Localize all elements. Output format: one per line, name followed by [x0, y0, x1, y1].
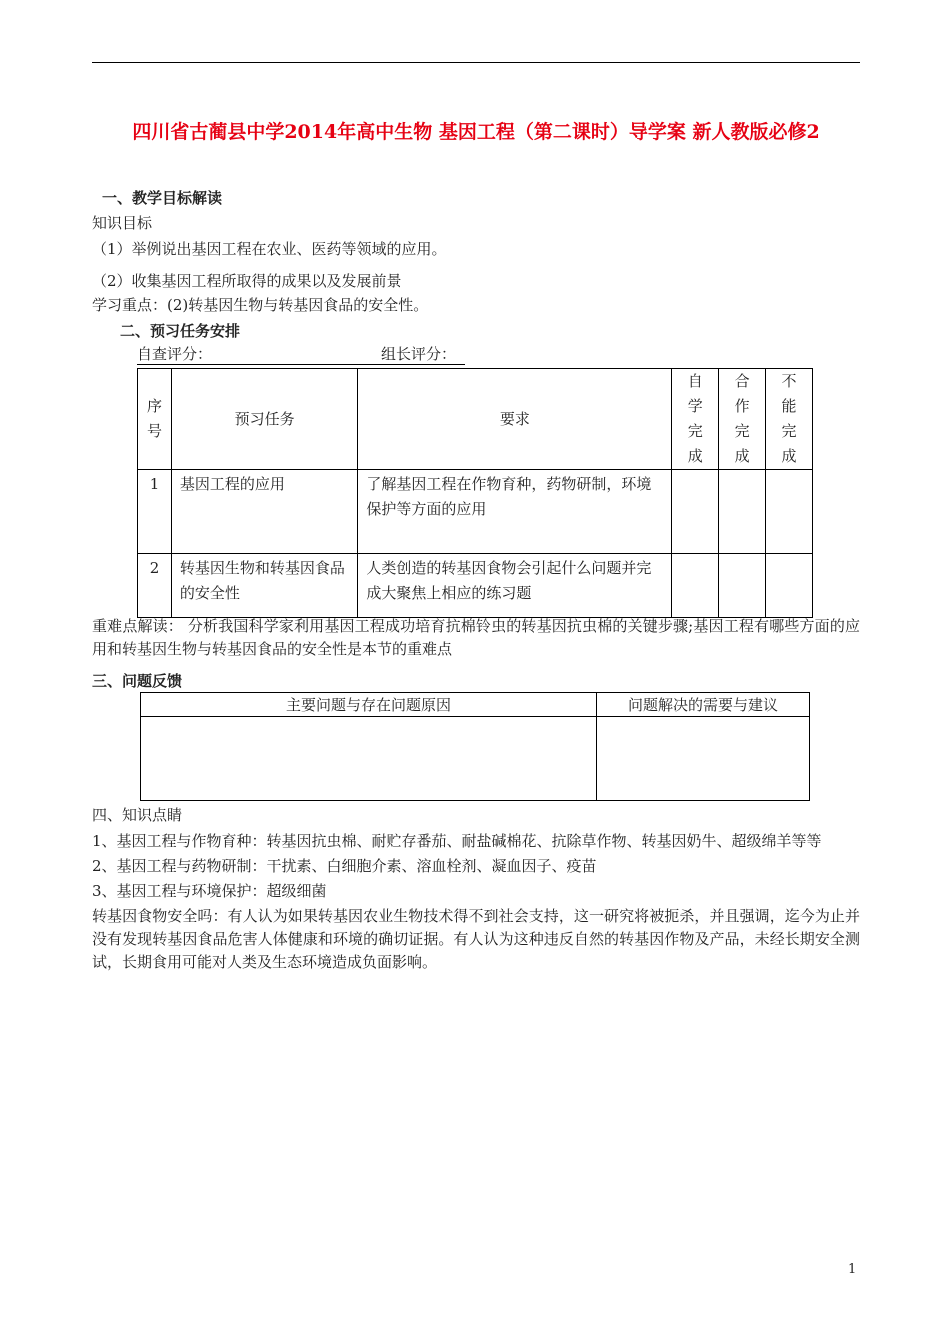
section3-heading: 三、问题反馈 — [92, 672, 183, 690]
row-unable-cell[interactable] — [766, 470, 813, 554]
row-no: 1 — [138, 470, 172, 554]
table-row — [138, 470, 813, 554]
knowledge-point-2: 2、基因工程与药物研制：干扰素、白细胞介素、溶血栓剂、凝血因子、疫苗 — [92, 857, 597, 875]
difficulty-analysis: 重难点解读： 分析我国科学家利用基因工程成功培育抗棉铃虫的转基因抗虫棉的关键步骤;基因工程有哪些方面的应用和转基因生物与转基因食品的安全性是本节的重难点 — [92, 617, 860, 658]
knowledge-point-1: 1、基因工程与作物育种：转基因抗虫棉、耐贮存番茄、耐盐碱棉花、抗除草作物、转基因奶牛、超级绵羊等等 — [92, 832, 822, 850]
goal-item-1: （1）举例说出基因工程在农业、医药等领域的应用。 — [92, 240, 447, 258]
learning-focus: 学习重点：(2)转基因生物与转基因食品的安全性。 — [92, 296, 429, 314]
group-eval-label: 组长评分： — [381, 345, 457, 363]
page-number: 1 — [848, 1262, 857, 1277]
feedback-problems-cell[interactable] — [141, 717, 597, 801]
gm-food-safety-paragraph: 转基因食物安全吗：有人认为如果转基因农业生物技术得不到社会支持，这一研究将被扼杀，并且强调，迄今为止并没有发现转基因食品危害人体健康和环境的确切证据。有人认为这种违反自然的转基因作物及产品，未经长期安全测试，长期食用可能对人类及生态环境造成负面影响。 — [92, 907, 860, 971]
preview-task-table — [137, 368, 813, 618]
knowledge-point-3: 3、基因工程与环境保护：超级细菌 — [92, 882, 327, 900]
header-task: 预习任务 — [171, 369, 357, 470]
feedback-col-problems: 主要问题与存在问题原因 — [141, 693, 597, 717]
self-eval-label: 自查评分： — [137, 345, 213, 363]
table-header-row — [138, 369, 813, 470]
document-title: 四川省古蔺县中学2014年高中生物 基因工程（第二课时）导学案 新人教版必修2 — [132, 121, 820, 143]
feedback-col-suggestions: 问题解决的需要与建议 — [597, 693, 810, 717]
row-cooperative-cell[interactable] — [719, 470, 766, 554]
table-row — [138, 554, 813, 618]
row-task: 基因工程的应用 — [171, 470, 357, 554]
header-no: 序号 — [138, 369, 172, 470]
goal-item-2: （2）收集基因工程所取得的成果以及发展前景 — [92, 272, 402, 290]
feedback-table — [140, 692, 810, 801]
section2-heading: 二、预习任务安排 — [120, 322, 241, 340]
row-requirement: 了解基因工程在作物育种，药物研制，环境保护等方面的应用 — [358, 470, 672, 554]
row-task: 转基因生物和转基因食品的安全性 — [171, 554, 357, 618]
header-cooperative: 合作完成 — [719, 369, 766, 470]
header-rule — [92, 62, 860, 63]
row-self-study-cell[interactable] — [672, 554, 719, 618]
feedback-header-row — [141, 693, 810, 717]
knowledge-goals-label: 知识目标 — [92, 214, 153, 232]
feedback-body-row — [141, 717, 810, 801]
section4-heading: 四、知识点睛 — [92, 806, 183, 824]
section1-heading: 一、教学目标解读 — [102, 189, 223, 207]
evaluation-line — [137, 345, 465, 365]
header-requirement: 要求 — [358, 369, 672, 470]
row-requirement: 人类创造的转基因食物会引起什么问题并完成大聚焦上相应的练习题 — [358, 554, 672, 618]
row-no: 2 — [138, 554, 172, 618]
row-self-study-cell[interactable] — [672, 470, 719, 554]
feedback-suggestions-cell[interactable] — [597, 717, 810, 801]
header-unable: 不能完成 — [766, 369, 813, 470]
row-unable-cell[interactable] — [766, 554, 813, 618]
row-cooperative-cell[interactable] — [719, 554, 766, 618]
header-self-study: 自学完成 — [672, 369, 719, 470]
